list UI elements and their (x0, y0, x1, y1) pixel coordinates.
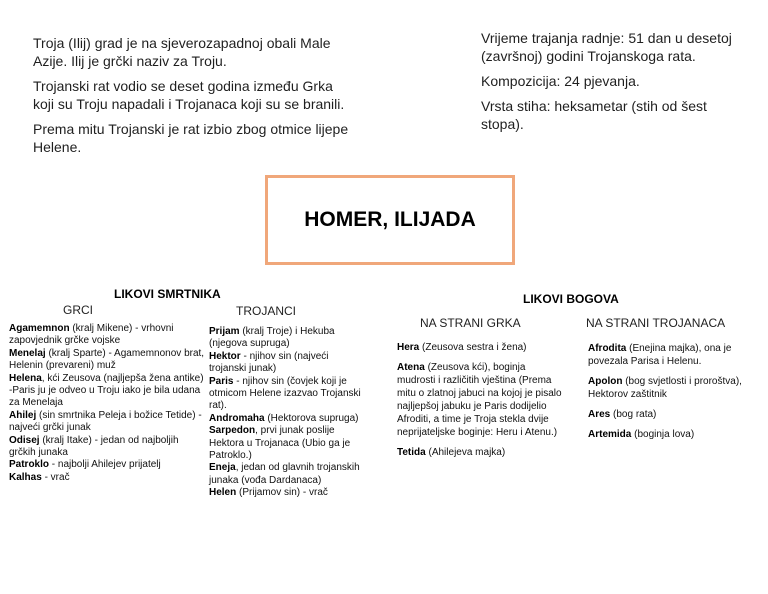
character-name: Eneja (209, 462, 236, 474)
character-entry (209, 326, 361, 351)
character-description: (kralj Mikene) - vrhovni zapovjednik grčke vojske (9, 323, 174, 347)
character-description: , jedan od glavnih trojanskih junaka (vođa Dardanaca) (209, 462, 360, 486)
greek-gods-list (397, 341, 562, 466)
trojans-heading: TROJANCI (236, 304, 296, 318)
character-description: (sin smrtnika Peleja i božice Tetide) - najveći grčki junak (9, 409, 202, 434)
character-name: Hera (397, 342, 420, 353)
intro-paragraph: Vrijeme trajanja radnje: 51 dan u desetoj (završnoj) godini Trojanskoga rata. (481, 30, 732, 64)
trojans-list (209, 326, 361, 500)
character-entry (209, 462, 361, 487)
character-name: Sarpedon (209, 425, 256, 437)
trojan-side-heading: NA STRANI TROJANACA (586, 316, 726, 330)
character-description: - njihov sin (najveći trojanski junak) (209, 350, 329, 375)
character-name: Agamemnon (9, 323, 70, 334)
character-description: (Enejina majka), ona je povezala Parisa i Helenu. (588, 343, 732, 367)
character-entry (209, 351, 361, 376)
character-description: (kralj Sparte) - Agamemnonov brat, Helenin (prevareni) muž (9, 347, 205, 372)
character-name: Odisej (9, 434, 40, 446)
intro-paragraph: Trojanski rat vodio se deset godina između Grka koji su Troju napadali i Trojanaca koji su se branili. (33, 78, 345, 112)
character-name: Patroklo (9, 459, 50, 471)
character-name: Tetida (397, 447, 426, 458)
character-name: Helen (209, 487, 237, 499)
character-description: - najbolji Ahilejev prijatelj (49, 459, 161, 471)
mortals-heading: LIKOVI SMRTNIKA (114, 287, 221, 301)
character-name: Atena (397, 362, 425, 373)
intro-paragraph: Prema mitu Trojanski je rat izbio zbog otmice lijepe Helene. (33, 121, 349, 155)
intro-right (481, 29, 743, 140)
character-name: Ares (588, 409, 611, 420)
character-name: Hektor (209, 350, 241, 362)
character-description: (Zeusova kći), boginja mudrosti i različitih vještina (Prema mitu o zlatnoj jabuci na kojoj je pisalo najljepšoj jabuku je Paris dodijelio Afroditi, a time je Troja stekla dvije neprijateljske boginje: Heru i Atenu.) (397, 362, 562, 438)
character-name: Helena (9, 372, 42, 384)
character-description: - vrač (41, 471, 70, 483)
gods-heading: LIKOVI BOGOVA (523, 292, 619, 306)
character-description: - njihov sin (čovjek koji je otmicom Helene izazvao Trojanski rat). (209, 375, 361, 412)
character-entry (9, 373, 205, 410)
title-box (265, 175, 515, 265)
character-entry (209, 487, 361, 499)
character-description: (bog svjetlosti i proroštva), Hektorov zaštitnik (588, 376, 742, 400)
character-description: (Prijamov sin) - vrač (236, 487, 328, 499)
character-name: Prijam (209, 326, 240, 337)
character-entry (9, 348, 205, 373)
character-entry (397, 361, 562, 439)
character-description: , prvi junak poslije Hektora u Trojanaca (Ubio ga je Patroklo.) (209, 425, 351, 462)
character-entry (209, 413, 361, 425)
character-name: Andromaha (209, 412, 265, 424)
character-entry (9, 323, 205, 348)
character-entry (209, 376, 361, 413)
trojan-gods-list (588, 342, 753, 448)
character-description: , kći Zeusova (najljepša žena antike) -Paris ju je odveo u Troju iako je bila udana za Menelaja (9, 372, 204, 409)
character-description: (Hektorova supruga) (264, 412, 359, 424)
greeks-list (9, 323, 205, 484)
intro-left (33, 34, 355, 163)
character-description: (kralj Troje) i Hekuba (njegova supruga) (209, 326, 335, 350)
character-entry (9, 435, 205, 460)
character-entry (397, 446, 562, 459)
character-description: (kralj Itake) - jedan od najboljih grčkih junaka (9, 434, 179, 459)
character-name: Paris (209, 375, 234, 387)
character-name: Afrodita (588, 343, 627, 354)
page-title: HOMER, ILIJADA (304, 208, 476, 231)
character-name: Menelaj (9, 347, 46, 359)
character-description: (bog rata) (610, 409, 657, 420)
character-entry (9, 410, 205, 435)
intro-paragraph: Troja (Ilij) grad je na sjeverozapadnoj obali Male Azije. Ilij je grčki naziv za Troju. (33, 35, 331, 69)
character-entry (9, 472, 205, 484)
greek-side-heading: NA STRANI GRKA (420, 316, 521, 330)
intro-paragraph: Vrsta stiha: heksametar (stih od šest stopa). (481, 98, 707, 132)
character-entry (588, 428, 753, 441)
character-name: Artemida (588, 429, 632, 440)
intro-paragraph: Kompozicija: 24 pjevanja. (481, 73, 640, 89)
character-description: (Zeusova sestra i žena) (419, 342, 527, 353)
character-entry (588, 375, 753, 401)
character-name: Ahilej (9, 409, 37, 421)
character-name: Kalhas (9, 471, 42, 483)
character-entry (397, 341, 562, 354)
character-name: Apolon (588, 376, 623, 387)
character-entry (9, 459, 205, 471)
greeks-heading: GRCI (63, 303, 93, 317)
character-description: (boginja lova) (631, 429, 695, 440)
character-entry (588, 408, 753, 421)
character-entry (588, 342, 753, 368)
character-entry (209, 425, 361, 462)
character-description: (Ahilejeva majka) (425, 447, 506, 458)
